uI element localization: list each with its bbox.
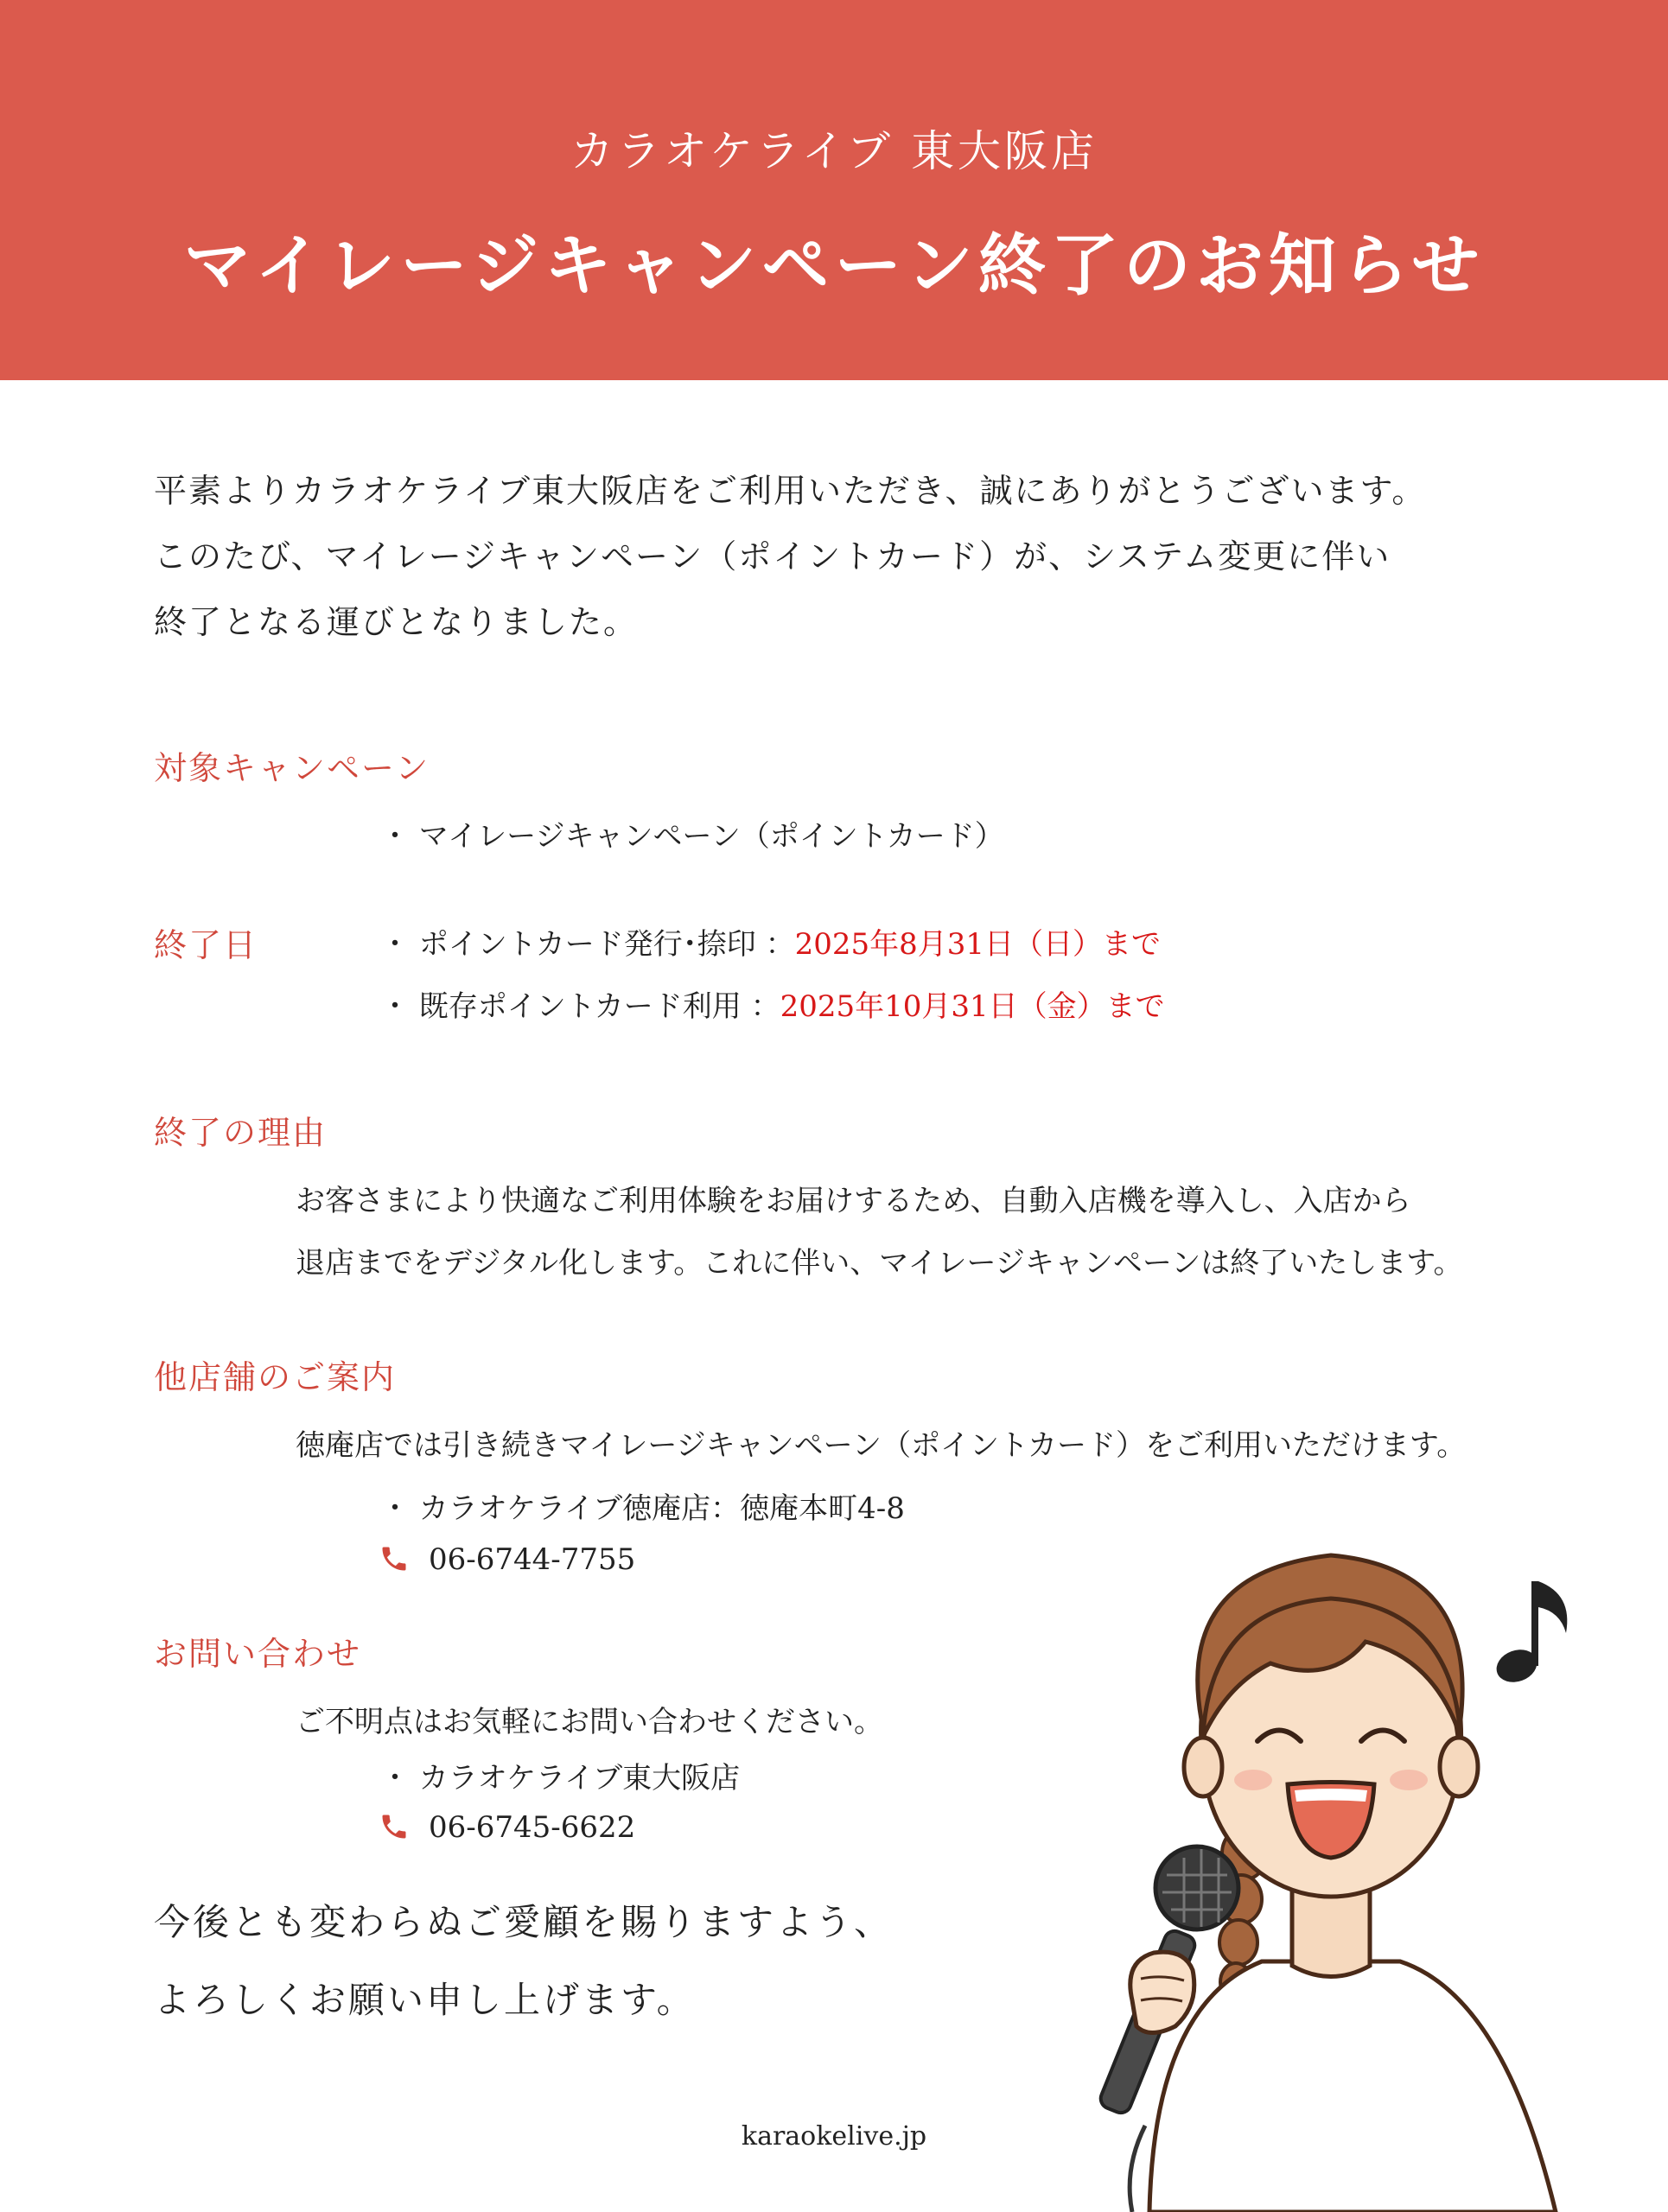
closing-line: 今後とも変わらぬご愛顧を賜りますよう、 [154, 1901, 894, 1943]
phone-number: 06-6745-6622 [429, 1810, 636, 1845]
phone-icon [379, 1811, 410, 1842]
other-store-address: ・ カラオケライブ徳庵店：徳庵本町4-8 [380, 1491, 905, 1526]
intro-line: 平素よりカラオケライブ東大阪店をご利用いただき、誠にありがとうございます。 [154, 472, 1427, 510]
contact-text: ご不明点はお気軽にお問い合わせください。 [296, 1705, 883, 1739]
singer-illustration [1072, 1521, 1608, 2212]
end-date-value: 2025年10月31日（金）まで [780, 989, 1165, 1024]
intro-line: 終了となる運びとなりました。 [154, 603, 639, 641]
intro-line: このたび、マイレージキャンペーン（ポイントカード）が、システム変更に伴い [154, 537, 1391, 575]
other-store-phone[interactable] [379, 1542, 635, 1577]
other-stores-text: 徳庵店では引き続きマイレージキャンペーン（ポイントカード）をご利用いただけます。 [296, 1428, 1467, 1463]
closing-line: よろしくお願い申し上げます。 [154, 1979, 696, 2021]
end-date-label: ・ ポイントカード発行･捺印 ： [380, 927, 795, 962]
phone-number: 06-6744-7755 [429, 1542, 636, 1577]
music-note-icon [1492, 1581, 1567, 1688]
phone-icon [379, 1543, 410, 1574]
other-stores-heading: 他店舗のご案内 [154, 1358, 397, 1396]
end-date-item-issue [380, 920, 1161, 963]
store-name: カラオケライブ 東大阪店 [570, 126, 1098, 176]
header-banner [0, 0, 1668, 380]
campaign-heading: 対象キャンペーン [154, 749, 430, 787]
campaign-item: ・ マイレージキャンペーン（ポイントカード） [380, 819, 1004, 854]
closing-message [154, 1884, 893, 2039]
reason-line: 退店までをデジタル化します。これに伴い、マイレージキャンペーンは終了いたします。 [296, 1246, 1463, 1281]
footer-url[interactable]: karaokelive.jp [741, 2121, 927, 2152]
contact-phone[interactable] [379, 1810, 635, 1845]
end-date-item-use [380, 982, 1165, 1025]
end-date-label: ・ 既存ポイントカード利用 ： [380, 989, 780, 1024]
contact-store: ・ カラオケライブ東大阪店 [380, 1761, 741, 1796]
page-title: マイレージキャンペーン終了のお知らせ [183, 226, 1485, 305]
end-date-heading: 終了日 [154, 926, 258, 964]
end-date-value: 2025年8月31日（日）まで [794, 927, 1162, 962]
contact-heading: お問い合わせ [154, 1635, 362, 1673]
reason-heading: 終了の理由 [154, 1114, 328, 1152]
intro-paragraph [154, 458, 1554, 655]
reason-line: お客さまにより快適なご利用体験をお届けするため、自動入店機を導入し、入店から [296, 1184, 1411, 1218]
